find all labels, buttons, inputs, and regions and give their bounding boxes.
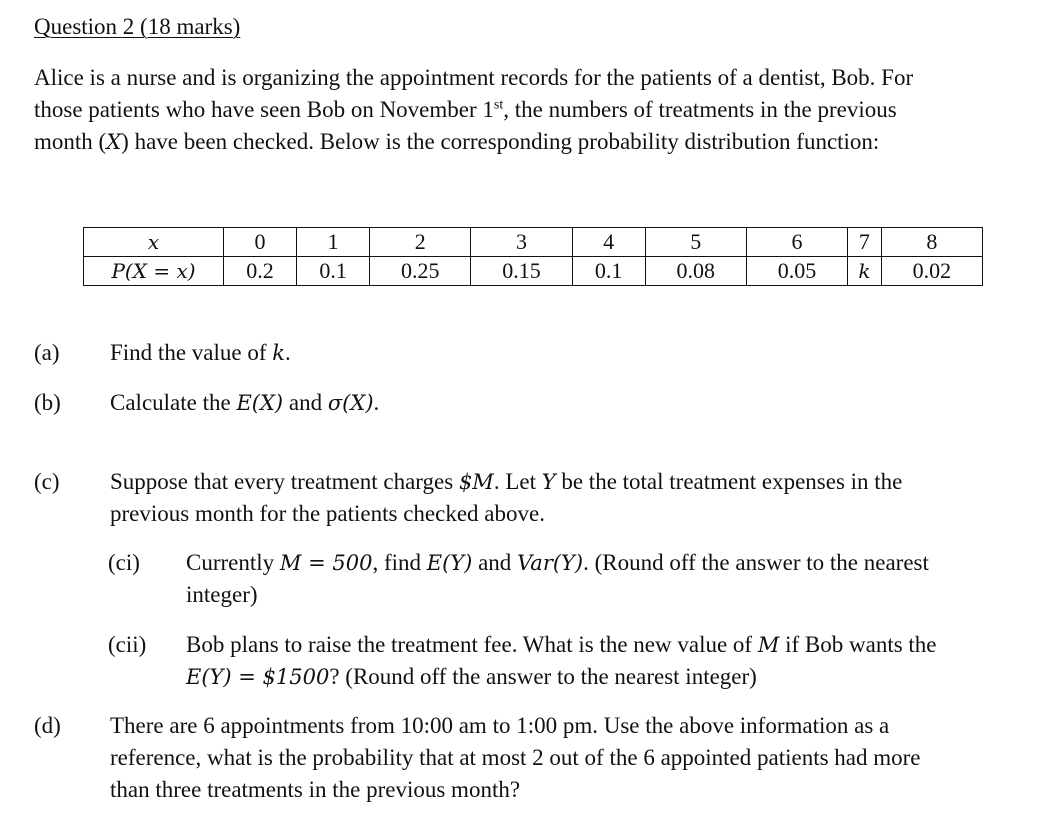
expr-m-500: M = 500 — [279, 551, 373, 575]
table-cell: 5 — [645, 228, 746, 257]
intro-line-3-rest: ) have been checked. Below is the corresponding probability distribution function: — [121, 129, 880, 154]
question-title: Question 2 (18 marks) — [34, 14, 241, 39]
variable-x: X — [106, 130, 122, 154]
table-cell: 0.05 — [746, 257, 847, 286]
variable-m: M — [757, 633, 780, 657]
part-c-text — [110, 466, 902, 530]
row-header-p — [84, 257, 224, 286]
part-d-line-2: reference, what is the probability that at most 2 out of the 6 appointed patients had more — [110, 745, 921, 770]
probability-distribution-table — [83, 227, 983, 286]
table-cell: 0.1 — [572, 257, 645, 286]
part-cii-text-b: if Bob wants the — [779, 632, 937, 657]
part-c-line-1 — [110, 466, 902, 498]
expr-expectation-y: E(Y) — [426, 551, 473, 575]
part-d-line-3: than three treatments in the previous month? — [110, 777, 521, 802]
row-header-x-label: x — [147, 230, 160, 254]
part-a-label: (a) — [34, 340, 60, 365]
part-d-text — [110, 710, 921, 806]
table-row-x — [84, 228, 983, 257]
row-header-x — [84, 228, 224, 257]
part-b-text — [110, 387, 379, 419]
table-cell: 2 — [370, 228, 471, 257]
part-c-text-b: . Let — [493, 469, 542, 494]
part-b-text-a: Calculate the — [110, 390, 237, 415]
table-cell: 7 — [848, 228, 882, 257]
part-b-text-mid: and — [283, 390, 328, 415]
part-ci-line-2: integer) — [186, 582, 258, 607]
part-d-label: (d) — [34, 713, 61, 738]
intro-line-3-text: month ( — [34, 129, 107, 154]
table-cell: 0.15 — [471, 257, 572, 286]
part-c-text-c: be the total treatment expenses in the — [555, 469, 903, 494]
part-c-line-2: previous month for the patients checked above. — [110, 501, 545, 526]
part-cii-line-1 — [186, 629, 937, 661]
part-b-text-b: . — [373, 390, 380, 415]
part-ci-text-c: and — [472, 550, 518, 575]
part-ci-line-1 — [186, 547, 929, 579]
part-c-label: (c) — [34, 469, 60, 494]
part-ci-text-b: , find — [372, 550, 427, 575]
part-cii-text-a: Bob plans to raise the treatment fee. What is the new value of — [186, 632, 758, 657]
part-ci-text-d: . (Round off the answer to the nearest — [583, 550, 929, 575]
unknown-k: k — [858, 259, 871, 283]
table-cell: 0.08 — [645, 257, 746, 286]
expr-expectation-y-1500: E(Y) = $1500 — [186, 665, 330, 689]
variable-m: $M — [458, 470, 494, 494]
table-cell: 6 — [746, 228, 847, 257]
table-cell-k — [848, 257, 882, 286]
superscript-st: st — [493, 97, 504, 113]
part-b-label: (b) — [34, 390, 61, 415]
intro-line-2 — [34, 94, 1024, 126]
table-cell: 0 — [224, 228, 297, 257]
intro-line-3 — [34, 126, 1024, 158]
variable-y: Y — [541, 470, 556, 494]
table-cell: 3 — [471, 228, 572, 257]
table-cell: 1 — [297, 228, 370, 257]
intro-line-2-rest: , the numbers of treatments in the previous — [503, 97, 897, 122]
table-cell: 8 — [881, 228, 982, 257]
variable-k: k — [272, 341, 285, 365]
intro-line-2-text: those patients who have seen Bob on November 1 — [34, 97, 494, 122]
part-ci-text — [186, 547, 929, 611]
intro-paragraph — [34, 62, 1024, 158]
expr-var-y: Var(Y) — [517, 551, 584, 575]
table-cell: 0.2 — [224, 257, 297, 286]
table-cell: 4 — [572, 228, 645, 257]
part-cii-line-2 — [186, 661, 937, 693]
part-ci-label: (ci) — [108, 550, 140, 575]
intro-line-1: Alice is a nurse and is organizing the appointment records for the patients of a dentist, Bob. For — [34, 65, 914, 90]
part-cii-text — [186, 629, 937, 693]
part-a-text-a: Find the value of — [110, 340, 273, 365]
expr-sigma-x: σ(X) — [327, 391, 374, 415]
part-a-text-b: . — [284, 340, 291, 365]
part-cii-text-c: ? (Round off the answer to the nearest integer) — [329, 664, 757, 689]
table-cell: 0.02 — [881, 257, 982, 286]
part-c-text-a: Suppose that every treatment charges — [110, 469, 459, 494]
row-header-p-label: P(X = x) — [111, 259, 196, 283]
table-cell: 0.25 — [370, 257, 471, 286]
part-a-text — [110, 337, 291, 369]
table-cell: 0.1 — [297, 257, 370, 286]
expr-expectation-x: E(X) — [236, 391, 284, 415]
table-row-p — [84, 257, 983, 286]
part-ci-text-a: Currently — [186, 550, 280, 575]
part-cii-label: (cii) — [108, 632, 147, 657]
part-d-line-1: There are 6 appointments from 10:00 am to 1:00 pm. Use the above information as a — [110, 713, 890, 738]
